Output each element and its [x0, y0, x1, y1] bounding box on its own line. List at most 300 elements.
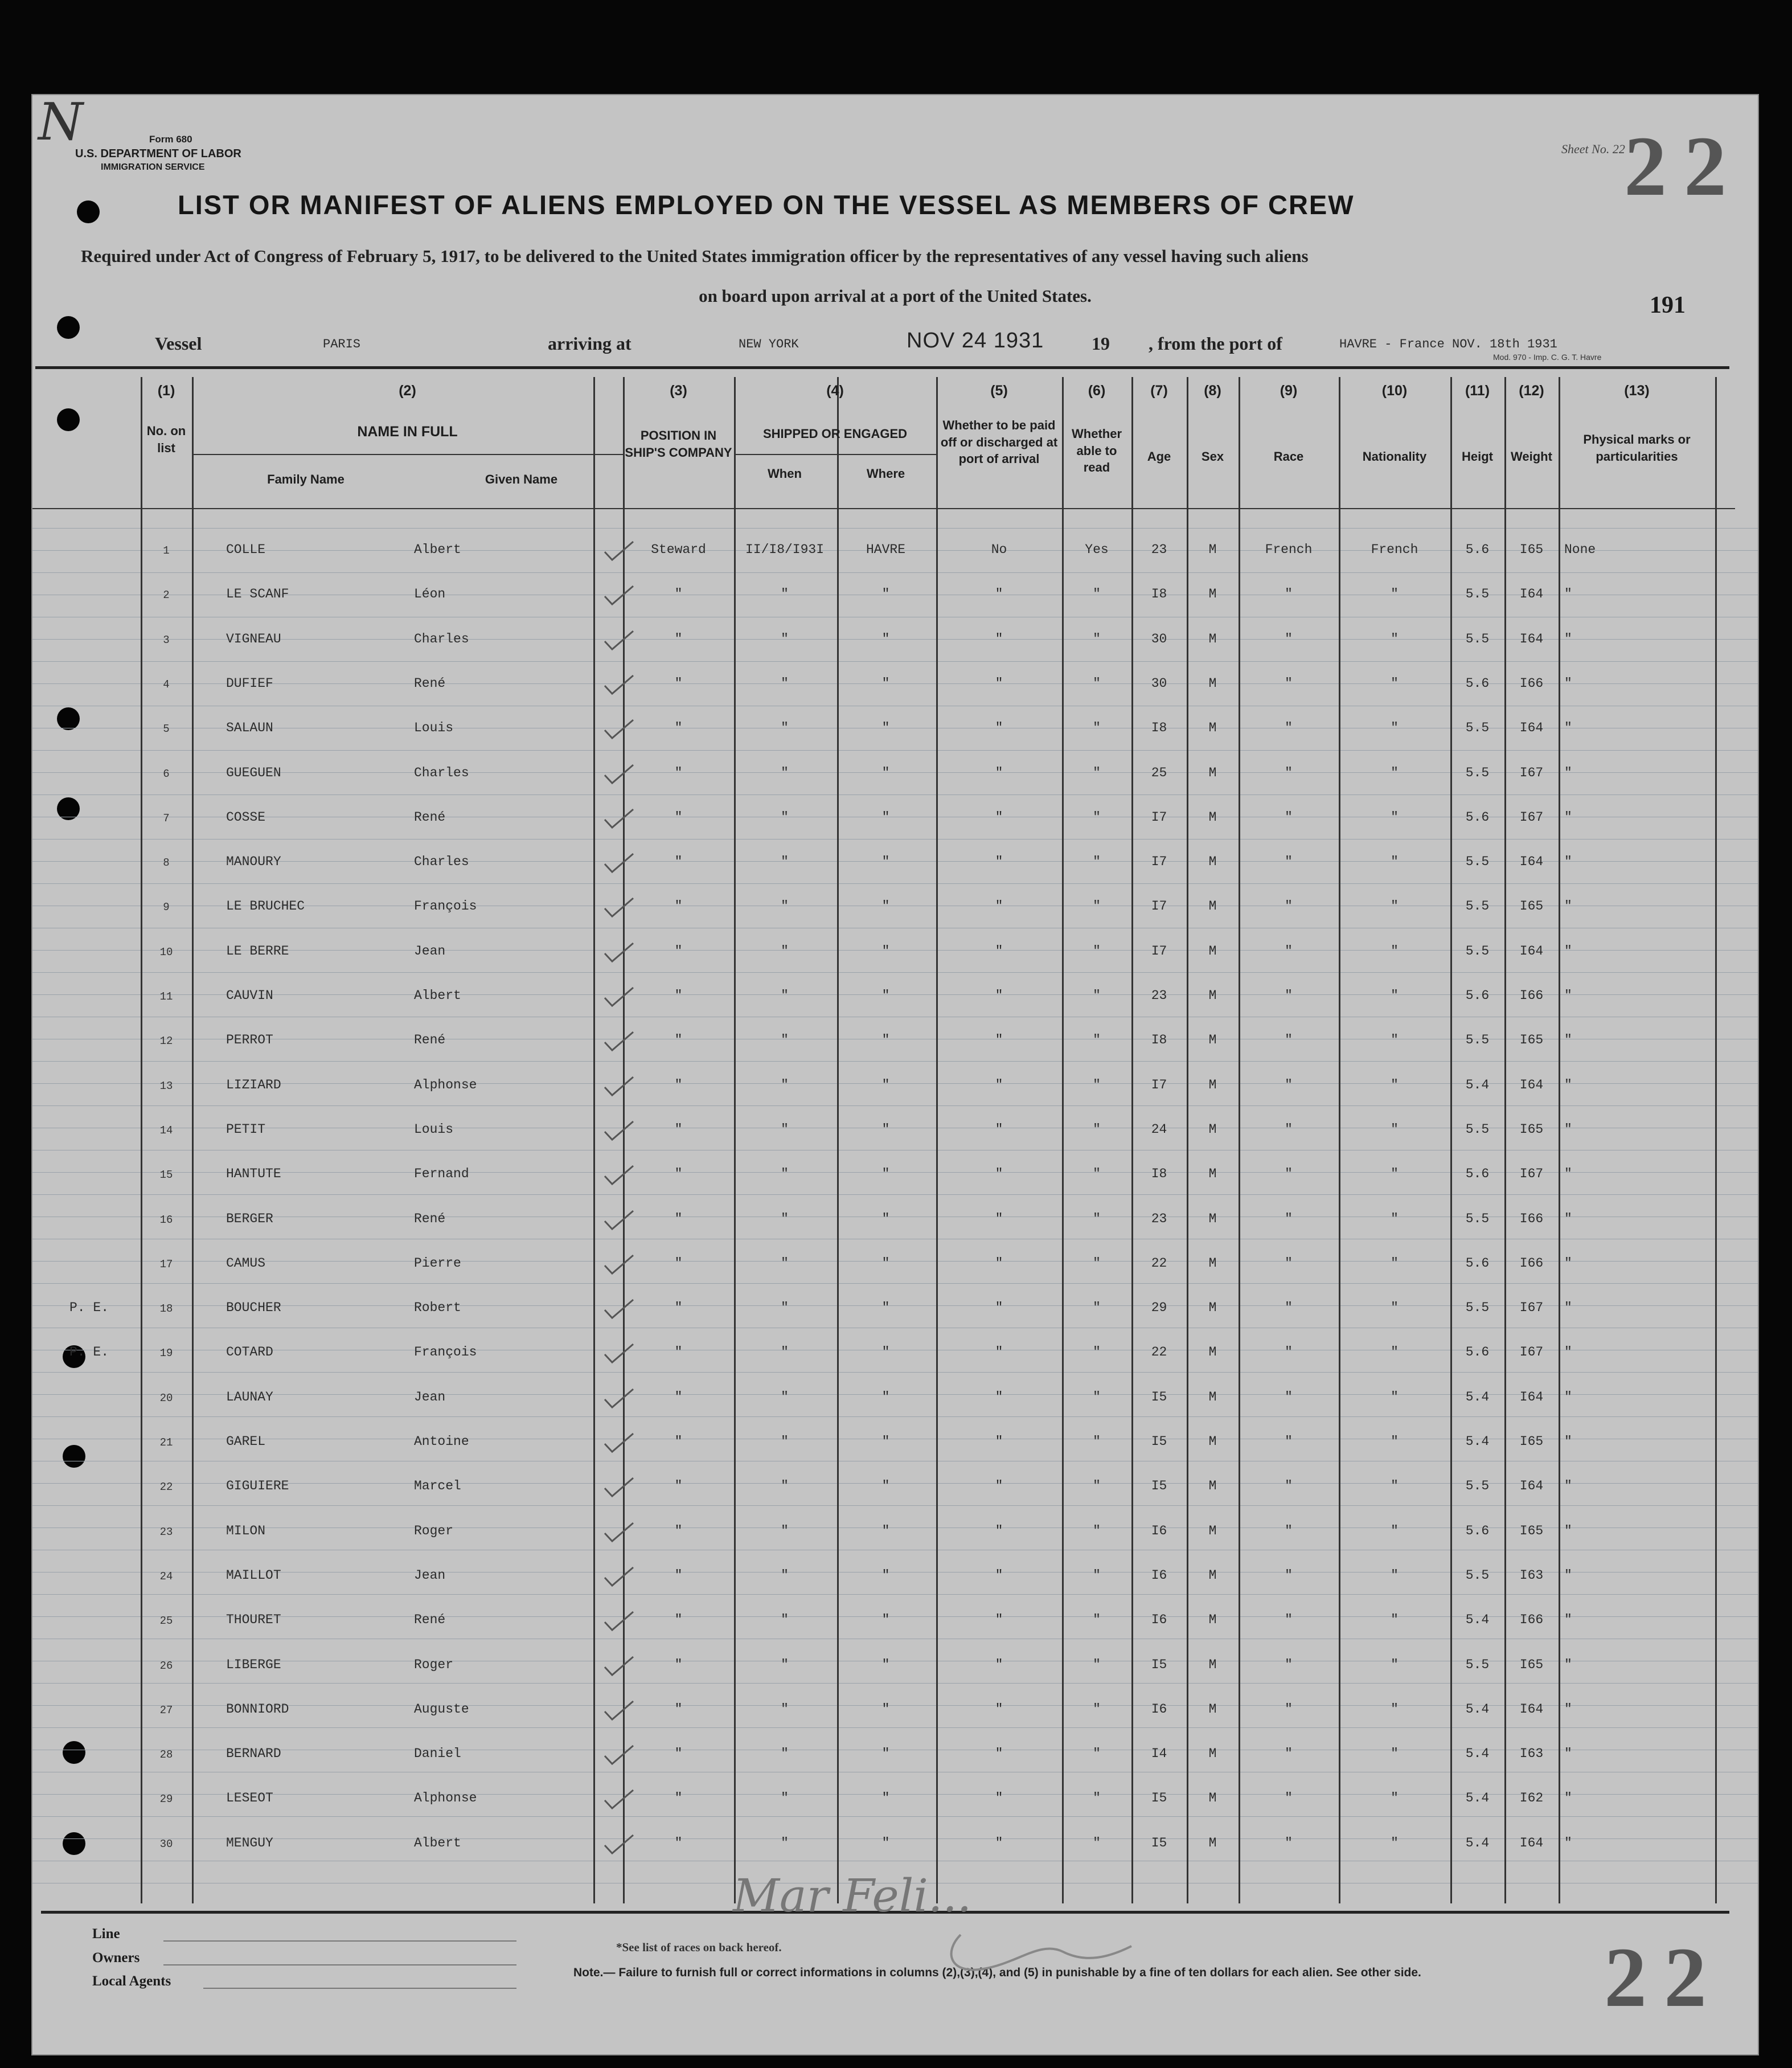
cell-where: " [881, 854, 890, 870]
cell-sex: M [1208, 899, 1217, 914]
cell-family: LE BERRE [226, 943, 289, 959]
row-number: 1 [163, 544, 170, 557]
cell-position: " [674, 1211, 683, 1226]
cell-age: I7 [1151, 1077, 1167, 1092]
cell-paid: " [995, 1434, 1003, 1449]
cell-paid: " [995, 587, 1003, 602]
cell-marks: " [1564, 1345, 1572, 1360]
cell-marks: " [1564, 1389, 1572, 1404]
ruled-line [32, 1194, 1758, 1195]
cell-weight: I64 [1519, 1389, 1544, 1404]
document-title: LIST OR MANIFEST OF ALIENS EMPLOYED ON THE VESSEL AS MEMBERS OF CREW [178, 190, 1355, 220]
row-number: 29 [159, 1793, 173, 1806]
cell-sex: M [1208, 720, 1217, 736]
cell-family: COSSE [226, 809, 266, 825]
cell-given: Robert [414, 1300, 461, 1316]
cell-family: SALAUN [226, 720, 273, 736]
cell-when: " [781, 1255, 789, 1271]
cell-paid: " [995, 1479, 1003, 1494]
cell-where: " [881, 1479, 890, 1494]
row-number: 10 [159, 945, 173, 959]
cell-weight: I64 [1519, 943, 1544, 959]
cell-given: Antoine [414, 1434, 469, 1449]
col3-label: POSITION IN SHIP'S COMPANY [625, 428, 732, 460]
row-number: 30 [159, 1837, 173, 1850]
check-mark-icon [602, 941, 636, 964]
cell-when: " [781, 765, 789, 780]
check-mark-icon [602, 1342, 636, 1365]
cell-when: " [781, 943, 789, 959]
col2-label: NAME IN FULL [357, 424, 458, 440]
row-number: 15 [159, 1169, 173, 1182]
cell-position: " [674, 1255, 683, 1271]
col4-label: SHIPPED OR ENGAGED [762, 427, 908, 441]
cell-marks: " [1564, 631, 1572, 646]
cell-race: " [1285, 1077, 1293, 1092]
col11-num: (11) [1465, 383, 1490, 399]
cell-sex: M [1208, 988, 1217, 1003]
check-mark-icon [602, 1075, 636, 1098]
row-number: 23 [159, 1525, 173, 1538]
cell-marks: " [1564, 1479, 1572, 1494]
col1-num: (1) [157, 383, 175, 399]
cell-read: " [1093, 1033, 1101, 1048]
cell-height: 5.4 [1465, 1701, 1490, 1717]
cell-marks: " [1564, 854, 1572, 870]
cell-nationality: " [1391, 720, 1399, 736]
cell-family: COTARD [226, 1345, 273, 1360]
cell-marks: " [1564, 1612, 1572, 1628]
check-mark-icon [602, 1164, 636, 1186]
cell-nationality: " [1391, 1479, 1399, 1494]
cell-position: " [674, 631, 683, 646]
cell-nationality: " [1391, 1211, 1399, 1226]
cell-age: I8 [1151, 587, 1167, 602]
cell-marks: " [1564, 1567, 1572, 1583]
cell-height: 5.4 [1465, 1746, 1490, 1762]
cell-marks: " [1564, 1791, 1572, 1806]
cell-where: " [881, 1434, 890, 1449]
col9-label: Race [1273, 449, 1304, 464]
local-agents-label: Local Agents [92, 1973, 171, 1989]
cell-weight: I67 [1519, 765, 1544, 780]
col12-label: Weight [1511, 449, 1552, 464]
cell-given: Charles [414, 765, 469, 780]
cell-read: " [1093, 899, 1101, 914]
cell-read: " [1093, 587, 1101, 602]
cell-read: " [1093, 765, 1101, 780]
cell-weight: I66 [1519, 1612, 1544, 1628]
cell-position: " [674, 587, 683, 602]
ruled-line [32, 1105, 1758, 1106]
cell-weight: I65 [1519, 1033, 1544, 1048]
row-number: 26 [159, 1659, 173, 1672]
col13-label: Physical marks or particularities [1583, 432, 1691, 464]
owners-label: Owners [92, 1950, 140, 1965]
cell-race: " [1285, 809, 1293, 825]
cell-sex: M [1208, 1345, 1217, 1360]
cell-nationality: " [1391, 988, 1399, 1003]
cell-paid: " [995, 1567, 1003, 1583]
cell-sex: M [1208, 1166, 1217, 1182]
cell-where: " [881, 1255, 890, 1271]
cell-position: " [674, 1345, 683, 1360]
cell-paid: " [995, 1166, 1003, 1182]
cell-race: " [1285, 1211, 1293, 1226]
cell-nationality: " [1391, 1255, 1399, 1271]
cell-height: 5.5 [1465, 720, 1490, 736]
row-number: 24 [159, 1570, 173, 1583]
check-mark-icon [602, 539, 636, 562]
column-rule [1450, 377, 1452, 1903]
cell-when: " [781, 1434, 789, 1449]
cell-marks: " [1564, 720, 1572, 736]
cell-nationality: " [1391, 1701, 1399, 1717]
cell-paid: " [995, 854, 1003, 870]
ruled-line [32, 1727, 1758, 1728]
cell-height: 5.5 [1465, 854, 1490, 870]
cell-position: " [674, 1612, 683, 1628]
cell-weight: I63 [1519, 1746, 1544, 1762]
cell-sex: M [1208, 1211, 1217, 1226]
cell-read: " [1093, 1746, 1101, 1762]
cell-read: " [1093, 720, 1101, 736]
cell-family: MANOURY [226, 854, 281, 870]
cell-weight: I63 [1519, 1567, 1544, 1583]
cell-height: 5.6 [1465, 1255, 1490, 1271]
check-mark-icon [602, 1565, 636, 1588]
cell-weight: I66 [1519, 1255, 1544, 1271]
cell-sex: M [1208, 587, 1217, 602]
cell-nationality: " [1391, 1077, 1399, 1092]
cell-where: " [881, 988, 890, 1003]
column-rule [936, 377, 938, 1903]
cell-weight: I66 [1519, 1211, 1544, 1226]
cell-sex: M [1208, 1479, 1217, 1494]
cell-where: " [881, 1612, 890, 1628]
cell-given: René [414, 1211, 446, 1226]
cell-family: VIGNEAU [226, 631, 281, 646]
cell-read: " [1093, 1434, 1101, 1449]
cell-marks: " [1564, 1166, 1572, 1182]
cell-age: 22 [1151, 1345, 1167, 1360]
cell-nationality: " [1391, 587, 1399, 602]
cell-family: MILON [226, 1523, 266, 1538]
cell-position: " [674, 720, 683, 736]
cell-age: I5 [1151, 1791, 1167, 1806]
cell-age: I7 [1151, 899, 1167, 914]
cell-when: " [781, 1791, 789, 1806]
cell-weight: I64 [1519, 1479, 1544, 1494]
col5-label: Whether to be paid off or discharged at port of arrival [940, 418, 1058, 466]
cell-race: " [1285, 1121, 1293, 1137]
cell-nationality: " [1391, 943, 1399, 959]
cell-marks: " [1564, 1835, 1572, 1850]
column-rule [1239, 377, 1240, 1903]
sheet-label: Sheet No. [1561, 142, 1610, 156]
cell-nationality: " [1391, 1612, 1399, 1628]
cell-where: HAVRE [866, 542, 905, 557]
cell-race: " [1285, 899, 1293, 914]
cell-given: Auguste [414, 1701, 469, 1717]
form-number: Form 680 [149, 134, 192, 145]
cell-where: " [881, 587, 890, 602]
cell-race: " [1285, 1345, 1293, 1360]
cell-age: 30 [1151, 631, 1167, 646]
cell-where: " [881, 1567, 890, 1583]
cell-marks: " [1564, 1300, 1572, 1316]
cell-read: " [1093, 1255, 1101, 1271]
cell-when: " [781, 1479, 789, 1494]
col12-num: (12) [1519, 383, 1544, 399]
sheet-stamp-top: 22 [1624, 119, 1744, 214]
row-number: 25 [159, 1615, 173, 1628]
cell-marks: " [1564, 765, 1572, 780]
cell-age: I4 [1151, 1746, 1167, 1762]
cell-given: François [414, 1345, 477, 1360]
cell-age: I7 [1151, 943, 1167, 959]
cell-family: BOUCHER [226, 1300, 281, 1316]
header-bottom-rule [32, 508, 1735, 509]
cell-sex: M [1208, 1121, 1217, 1137]
cell-nationality: " [1391, 899, 1399, 914]
cell-family: GIGUIERE [226, 1479, 289, 1494]
cell-given: Louis [414, 1121, 454, 1137]
cell-read: " [1093, 1701, 1101, 1717]
cell-nationality: " [1391, 765, 1399, 780]
cell-when: " [781, 1033, 789, 1048]
cell-sex: M [1208, 1657, 1217, 1672]
cell-given: Jean [414, 1567, 446, 1583]
cell-paid: " [995, 1033, 1003, 1048]
cell-where: " [881, 1746, 890, 1762]
signature: Mar Feli... [733, 1869, 972, 1922]
signature-flourish [938, 1918, 1205, 1980]
cell-paid: " [995, 809, 1003, 825]
cell-age: 30 [1151, 675, 1167, 691]
sheet-stamp-bottom: 22 [1604, 1930, 1724, 2025]
row-number: 13 [159, 1079, 173, 1092]
ruled-line [32, 883, 1758, 884]
cell-height: 5.5 [1465, 1479, 1490, 1494]
row-number: 8 [163, 857, 170, 870]
row-number: 12 [159, 1035, 173, 1048]
cell-race: " [1285, 1612, 1293, 1628]
col10-label: Nationality [1362, 449, 1427, 464]
check-mark-icon [602, 851, 636, 874]
cell-marks: " [1564, 1255, 1572, 1271]
corner-mark: N [38, 92, 83, 152]
cell-given: Roger [414, 1523, 454, 1538]
cell-marks: " [1564, 1434, 1572, 1449]
col10-num: (10) [1381, 383, 1408, 399]
cell-when: " [781, 631, 789, 646]
cell-given: Louis [414, 720, 454, 736]
column-rule [1187, 377, 1188, 1903]
subtitle-line-1: Required under Act of Congress of February 5, 1917, to be delivered to the United States immigration officer by the representatives of any vessel having such aliens [81, 246, 1309, 266]
check-mark-icon [602, 1253, 636, 1276]
cell-given: Daniel [414, 1746, 461, 1762]
ruled-line [32, 1283, 1758, 1284]
manifest-sheet [31, 94, 1759, 2055]
cell-given: René [414, 675, 446, 691]
cell-marks: " [1564, 1121, 1572, 1137]
name-subheader-rule [192, 454, 623, 455]
cell-when: " [781, 1701, 789, 1717]
cell-given: Jean [414, 1389, 446, 1404]
cell-family: THOURET [226, 1612, 281, 1628]
cell-nationality: " [1391, 1791, 1399, 1806]
cell-where: " [881, 943, 890, 959]
cell-height: 5.5 [1465, 1211, 1490, 1226]
cell-nationality: " [1391, 1835, 1399, 1850]
cell-marks: " [1564, 1657, 1572, 1672]
col4-num: (4) [826, 383, 844, 399]
check-mark-icon [602, 1297, 636, 1320]
cell-given: Charles [414, 854, 469, 870]
check-mark-icon [602, 718, 636, 740]
cell-sex: M [1208, 1033, 1217, 1048]
cell-where: " [881, 1300, 890, 1316]
ruled-line [32, 750, 1758, 751]
cell-position: " [674, 943, 683, 959]
owners-field [163, 1964, 516, 1965]
ruled-line [32, 528, 1758, 529]
check-mark-icon [602, 807, 636, 830]
cell-paid: " [995, 1077, 1003, 1092]
cell-where: " [881, 1121, 890, 1137]
cell-given: Marcel [414, 1479, 461, 1494]
cell-marks: " [1564, 1746, 1572, 1762]
cell-position: " [674, 988, 683, 1003]
cell-race: " [1285, 1033, 1293, 1048]
check-mark-icon [602, 584, 636, 607]
cell-when: " [781, 1345, 789, 1360]
cell-race: " [1285, 631, 1293, 646]
cell-height: 5.6 [1465, 542, 1490, 557]
cell-family: LE BRUCHEC [226, 899, 305, 914]
cell-paid: " [995, 765, 1003, 780]
col1-label: No. on list [146, 424, 186, 455]
cell-weight: I65 [1519, 899, 1544, 914]
cell-height: 5.6 [1465, 988, 1490, 1003]
cell-position: " [674, 1300, 683, 1316]
ruled-line [32, 1816, 1758, 1817]
cell-position: " [674, 1479, 683, 1494]
check-mark-icon [602, 1030, 636, 1053]
cell-age: I5 [1151, 1389, 1167, 1404]
departure-port: HAVRE - France NOV. 18th 1931 [1339, 337, 1557, 351]
row-number: 16 [159, 1213, 173, 1226]
cell-paid: " [995, 1657, 1003, 1672]
cell-age: 24 [1151, 1121, 1167, 1137]
cell-position: " [674, 1166, 683, 1182]
cell-where: " [881, 899, 890, 914]
check-mark-icon [602, 896, 636, 919]
fine-note: Note.— Failure to furnish full or correct informations in columns (2),(3),(4), and (5) in punishable by a fine of ten dollars for each alien. See other side. [573, 1966, 1421, 1979]
ruled-line [32, 1372, 1758, 1373]
row-number: 14 [159, 1124, 173, 1137]
cell-paid: " [995, 1255, 1003, 1271]
cell-height: 5.6 [1465, 1166, 1490, 1182]
row-number: 17 [159, 1258, 173, 1271]
cell-where: " [881, 1077, 890, 1092]
cell-position: Steward [651, 542, 706, 557]
cell-marks: " [1564, 1033, 1572, 1048]
cell-race: " [1285, 854, 1293, 870]
cell-marks: " [1564, 587, 1572, 602]
cell-nationality: " [1391, 1434, 1399, 1449]
row-number: 3 [163, 633, 170, 646]
cell-weight: I66 [1519, 675, 1544, 691]
cell-sex: M [1208, 1077, 1217, 1092]
cell-sex: M [1208, 542, 1217, 557]
cell-age: 29 [1151, 1300, 1167, 1316]
cell-where: " [881, 675, 890, 691]
arrival-date-stamp: NOV 24 1931 [907, 329, 1044, 353]
cell-marks: " [1564, 1077, 1572, 1092]
sheet-number: 22 [1612, 142, 1625, 156]
cell-read: " [1093, 943, 1101, 959]
year-label: 19 [1092, 333, 1110, 354]
cell-family: LE SCANF [226, 587, 289, 602]
cell-when: " [781, 1211, 789, 1226]
cell-weight: I65 [1519, 1523, 1544, 1538]
cell-given: François [414, 899, 477, 914]
check-mark-icon [602, 1209, 636, 1231]
cell-read: " [1093, 1567, 1101, 1583]
cell-sex: M [1208, 1567, 1217, 1583]
cell-paid: " [995, 1701, 1003, 1717]
cell-race: " [1285, 1300, 1293, 1316]
cell-weight: I64 [1519, 1835, 1544, 1850]
cell-race: " [1285, 1657, 1293, 1672]
cell-family: PETIT [226, 1121, 266, 1137]
cell-race: French [1265, 542, 1313, 557]
cell-paid: " [995, 1835, 1003, 1850]
cell-family: COLLE [226, 542, 266, 557]
check-mark-icon [602, 1431, 636, 1454]
line-label: Line [92, 1926, 120, 1942]
cell-position: " [674, 1567, 683, 1583]
column-rule [1339, 377, 1340, 1903]
cell-when: " [781, 988, 789, 1003]
row-number: 11 [159, 990, 173, 1003]
cell-age: 22 [1151, 1255, 1167, 1271]
cell-age: I8 [1151, 1033, 1167, 1048]
cell-family: HANTUTE [226, 1166, 281, 1182]
cell-height: 5.4 [1465, 1835, 1490, 1850]
cell-given: Charles [414, 631, 469, 646]
cell-age: I8 [1151, 1166, 1167, 1182]
cell-height: 5.6 [1465, 1523, 1490, 1538]
cell-paid: " [995, 631, 1003, 646]
cell-nationality: " [1391, 1389, 1399, 1404]
column-rule [837, 377, 839, 1903]
cell-height: 5.6 [1465, 809, 1490, 825]
cell-height: 5.5 [1465, 631, 1490, 646]
cell-read: " [1093, 1077, 1101, 1092]
cell-nationality: French [1371, 542, 1418, 557]
cell-sex: M [1208, 675, 1217, 691]
cell-when: " [781, 1077, 789, 1092]
cell-sex: M [1208, 1300, 1217, 1316]
cell-when: " [781, 675, 789, 691]
row-number: 4 [163, 678, 170, 691]
margin-note: P. E. [69, 1345, 109, 1360]
cell-race: " [1285, 1567, 1293, 1583]
cell-age: I6 [1151, 1612, 1167, 1628]
